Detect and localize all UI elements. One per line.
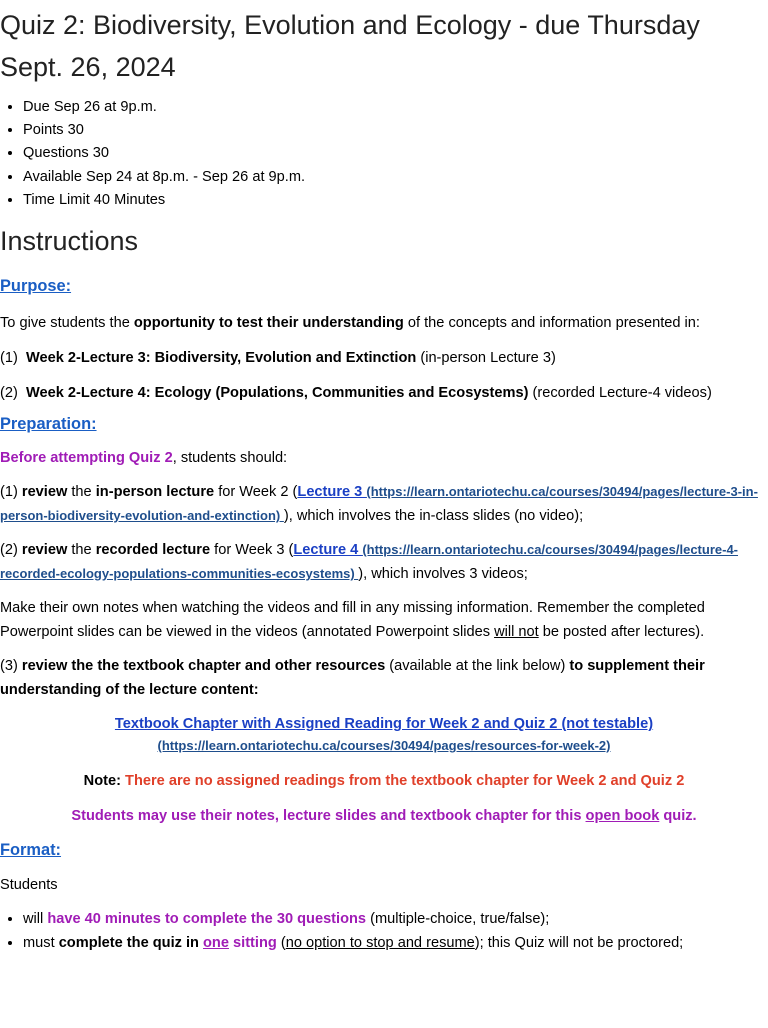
review-lecture-4: (2) review the recorded lecture for Week 3 (Lecture 4 (https://learn.ontariotechu.ca/courses/30494/pages/lecture-4-recorded-ecology-populations-communities-ecosystems) ), which involves 3 videos; bbox=[0, 542, 739, 583]
textbook-chapter-url[interactable]: (https://learn.ontariotechu.ca/courses/30494/pages/resources-for-week-2) bbox=[157, 738, 611, 754]
page-title: Quiz 2: Biodiversity, Evolution and Ecology - due Thursday Sept. 26, 2024 bbox=[0, 10, 700, 82]
lecture-4-link[interactable]: Lecture 4 bbox=[293, 542, 363, 559]
format-item-time: • will have 40 minutes to complete the 30 questions (multiple-choice, true/false); bbox=[23, 907, 768, 931]
purpose-heading: Purpose: bbox=[0, 277, 72, 296]
note-paragraph: Note: There are no assigned readings from the textbook chapter for Week 2 and Quiz 2 bbox=[83, 773, 685, 790]
instructions-heading: Instructions bbox=[0, 226, 139, 257]
lecture-3-link[interactable]: Lecture 3 bbox=[297, 484, 367, 501]
review-lecture-3: (1) review the in-person lecture for Week 2 (Lecture 3 (https://learn.ontariotechu.ca/courses/30494/pages/lecture-3-in-person-biodiversity-evolution-and-extinction) ), which involves the in-class slides (no video); bbox=[0, 484, 758, 525]
open-book-paragraph: Students may use their notes, lecture slides and textbook chapter for this open book quiz. bbox=[71, 808, 697, 825]
detail-time-limit: • Time Limit 40 Minutes bbox=[23, 189, 768, 212]
format-students: Students bbox=[0, 877, 58, 894]
detail-questions: • Questions 30 bbox=[23, 142, 768, 165]
detail-points: • Points 30 bbox=[23, 119, 768, 142]
textbook-link-block bbox=[0, 713, 768, 757]
lecture-3-url[interactable]: (https://learn.ontariotechu.ca/courses/30494/pages/lecture-3-in-person-biodiversity-evolution-and-extinction) bbox=[0, 484, 758, 524]
purpose-item-1: (1) Week 2-Lecture 3: Biodiversity, Evolution and Extinction (in-person Lecture 3) bbox=[0, 350, 556, 367]
review-textbook: (3) review the the textbook chapter and other resources (available at the link below) to supplement their understanding of the lecture content: bbox=[0, 658, 705, 699]
format-list bbox=[0, 907, 768, 955]
quiz-details-list bbox=[0, 96, 768, 212]
detail-available: • Available Sep 24 at 8p.m. - Sep 26 at 9p.m. bbox=[23, 166, 768, 189]
textbook-chapter-link[interactable]: Textbook Chapter with Assigned Reading for Week 2 and Quiz 2 (not testable) bbox=[114, 716, 654, 733]
preparation-heading: Preparation: bbox=[0, 415, 97, 434]
format-item-sitting: • must complete the quiz in one sitting (no option to stop and resume); this Quiz will not be proctored; bbox=[23, 931, 768, 955]
quiz-page bbox=[0, 4, 768, 955]
detail-due: • Due Sep 26 at 9p.m. bbox=[23, 96, 768, 119]
purpose-item-2: (2) Week 2-Lecture 4: Ecology (Populations, Communities and Ecosystems) (recorded Lecture-4 videos) bbox=[0, 385, 712, 402]
notes-paragraph: Make their own notes when watching the videos and fill in any missing information. Remember the completed Powerpoint slides can be viewed in the videos (annotated Powerpoint slides will not be posted after lectures). bbox=[0, 600, 705, 641]
before-attempting: Before attempting Quiz 2, students should: bbox=[0, 450, 288, 467]
purpose-intro: To give students the opportunity to test their understanding of the concepts and information presented in: bbox=[0, 315, 700, 332]
lecture-4-url[interactable]: (https://learn.ontariotechu.ca/courses/30494/pages/lecture-4-recorded-ecology-populations-communities-ecosystems) bbox=[0, 542, 739, 582]
format-heading: Format: bbox=[0, 841, 62, 860]
